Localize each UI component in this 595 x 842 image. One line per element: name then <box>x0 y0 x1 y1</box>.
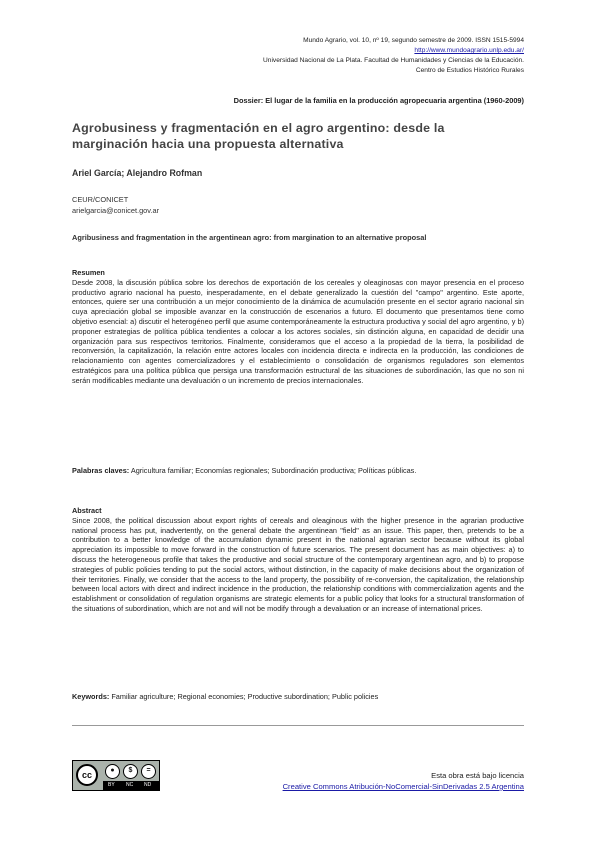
resumen-section <box>72 268 524 386</box>
institution: CEUR/CONICET <box>72 195 129 204</box>
palabras-clave-label: Palabras claves: <box>72 466 130 475</box>
center-line: Centro de Estudios Histórico Rurales <box>415 67 524 74</box>
cc-logo-icon: cc <box>76 764 98 786</box>
abstract-heading: Abstract <box>72 506 102 515</box>
cc-badge-strip <box>103 781 159 790</box>
badge-label-nd: ND <box>144 782 152 788</box>
divider <box>72 725 524 726</box>
nd-equals-icon: = <box>141 764 156 779</box>
palabras-clave <box>72 466 524 476</box>
journal-header <box>72 36 524 76</box>
palabras-clave-text: Agricultura familiar; Economías regionales; Subordinación productiva; Políticas públicas. <box>130 466 417 475</box>
by-person-icon: ● <box>105 764 120 779</box>
english-title: Agribusiness and fragmentation in the argentinean agro: from margination to an alternative proposal <box>72 233 427 242</box>
abstract-text: Since 2008, the political discussion about export rights of cereals and oleaginous with the higher presence in the agrarian productive national process has put, inadvertently, on the general debate the argentinean "field" as an issue. This paper, then, pretends to be a contribution to a better knowledge of the accumulation dynamic present in the national agrarian sector because without its global appreciation its impossible to move forward in the construction of future scenarios. The present document has as main objectives: a) to discuss the heterogeneous profile that takes the productive and social structure of the contemporary argentinean agro, and b) to propose strategies of public policies tending to put the social actors, without distinction, in the capacity of make decisions about the organization of their territories. Finally, we consider that the access to the land property, the possibility of re-conversion, the capitalization, the relationship between local actors with direct and indirect incidence in the production, the relationship conditions with commercialization agents and the establishment or consolidation of regulation organisms are strategic elements for a public policy that looks for a structural transformation of the situations of subordination, which are not and will not be modify through a devaluation or an increase of international prices. <box>72 515 524 613</box>
article-title: Agrobusiness y fragmentación en el agro argentino: desde la marginación hacia una propuesta alternativa <box>72 121 445 151</box>
nc-dollar-icon: $ <box>123 764 138 779</box>
authors: Ariel García; Alejandro Rofman <box>72 168 203 178</box>
document-page <box>72 0 524 842</box>
license-link[interactable]: Creative Commons Atribución-NoComercial-SinDerivadas 2.5 Argentina <box>282 782 524 791</box>
license-text <box>283 770 524 792</box>
university-line: Universidad Nacional de La Plata. Facultad de Humanidades y Ciencias de la Educación. <box>263 57 524 64</box>
badge-label-by: BY <box>108 782 115 788</box>
affiliation <box>72 194 159 216</box>
abstract-section <box>72 506 524 614</box>
cc-license-badge-icon[interactable] <box>72 760 160 791</box>
resumen-text: Desde 2008, la discusión pública sobre los derechos de exportación de los cereales y oleaginosas con mayor presencia en el proceso productivo agrario nacional ha puesto, inesperadamente, en el debate generalizado la cuestión del "campo" argentino. Este aporte, entonces, quiere ser una contribución a un mejor conocimiento de la dinámica de acumulación presente en el sector agrario nacional sin cuya apreciación global se imposible avanzar en la construcción de escenarios a futuro. El documento que presentamos tiene como objetivo esencial: a) discutir el heterogéneo perfil que asume contemporáneamente la estructura productiva y social del agro argentino, y b) proponer estrategias de política pública tendientes a colocar a los actores sociales, sin distinción alguna, en capacidad de decidir una organización para sus respectivos territorios. Finalmente, consideramos que el acceso a la propiedad de la tierra, la posibilidad de reconversión, la capitalización, la relación entre actores locales con incidencia directa e indirecta en la producción, las condiciones de relacionamiento con agentes comercializadores y el establecimiento o consolidación de organismos reguladores son elementos estratégicos para una política pública que persiga una transformación estructural de las situaciones de subordinación, las que no son ni serán modificables mediante una devaluación o un incremento de precios internacionales. <box>72 277 524 385</box>
keywords <box>72 692 524 702</box>
journal-url-link[interactable]: http://www.mundoagrario.unlp.edu.ar/ <box>414 47 524 54</box>
resumen-heading: Resumen <box>72 268 105 277</box>
license-line: Esta obra está bajo licencia <box>431 771 524 780</box>
badge-label-nc: NC <box>126 782 134 788</box>
dossier-line: Dossier: El lugar de la familia en la producción agropecuaria argentina (1960-2009) <box>233 96 524 105</box>
keywords-label: Keywords: <box>72 692 110 701</box>
author-email: arielgarcia@conicet.gov.ar <box>72 206 160 215</box>
keywords-text: Familiar agriculture; Regional economies; Productive subordination; Public policies <box>111 692 379 701</box>
license-block <box>72 760 524 800</box>
journal-line: Mundo Agrario, vol. 10, nº 19, segundo semestre de 2009. ISSN 1515-5994 <box>303 37 524 44</box>
